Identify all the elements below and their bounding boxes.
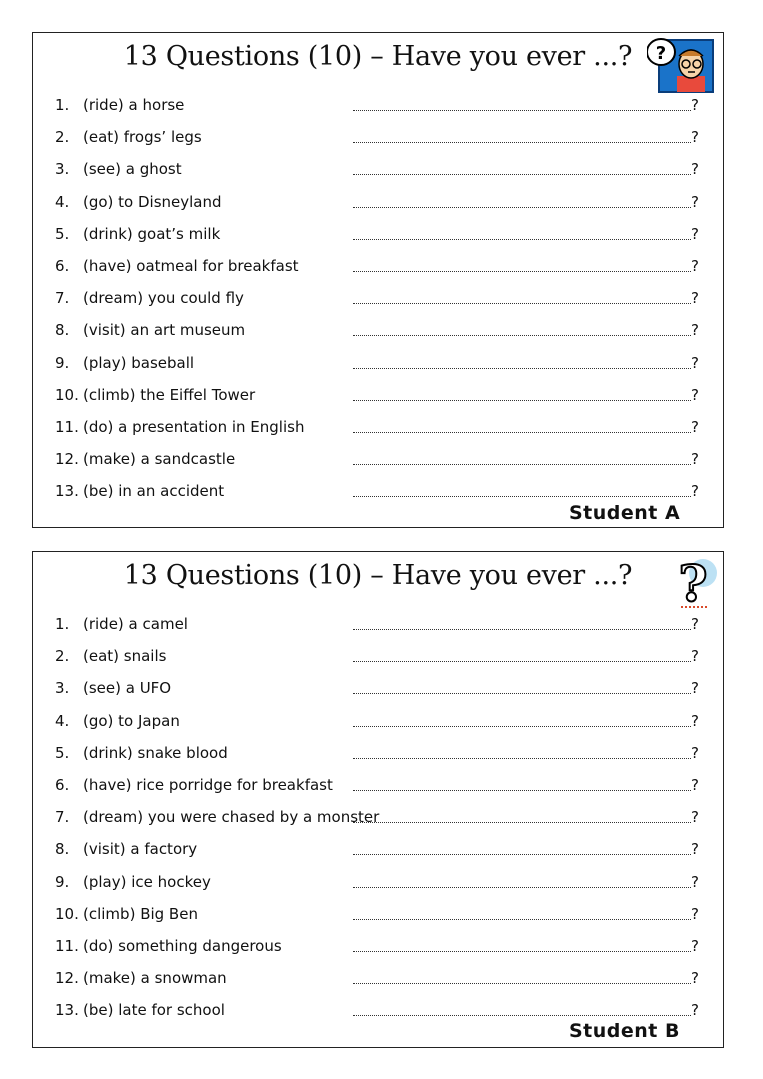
question-mark: ? — [691, 776, 699, 794]
question-number: 3. — [55, 160, 70, 179]
answer-line[interactable] — [353, 287, 699, 309]
question-row — [55, 416, 699, 438]
question-prompt: (climb) the Eiffel Tower — [83, 385, 256, 404]
question-prompt: (visit) a factory — [83, 840, 198, 859]
question-number: 7. — [55, 808, 70, 827]
question-number: 10. — [55, 904, 79, 923]
answer-line[interactable] — [353, 191, 699, 213]
question-number: 5. — [55, 224, 70, 243]
answer-line[interactable] — [353, 126, 699, 148]
question-row — [55, 742, 699, 764]
question-row — [55, 480, 699, 502]
question-row — [55, 645, 699, 667]
question-mark: ? — [691, 615, 699, 633]
question-number: 8. — [55, 321, 70, 340]
question-number: 11. — [55, 937, 79, 955]
question-row — [55, 838, 699, 860]
answer-line[interactable] — [353, 742, 699, 764]
question-prompt: (play) ice hockey — [83, 872, 211, 891]
worksheet-student-a — [32, 32, 724, 528]
question-prompt: (have) rice porridge for breakfast — [83, 776, 333, 794]
question-mark: ? — [691, 808, 699, 827]
question-row — [55, 613, 699, 635]
question-row — [55, 935, 699, 957]
question-row — [55, 806, 699, 828]
question-row — [55, 999, 699, 1021]
answer-line[interactable] — [353, 999, 699, 1021]
question-prompt: (ride) a camel — [83, 615, 188, 633]
question-mark: ? — [691, 872, 699, 891]
question-row — [55, 677, 699, 699]
question-mark: ? — [691, 937, 699, 955]
question-row — [55, 352, 699, 374]
question-number: 12. — [55, 969, 79, 988]
answer-line[interactable] — [353, 710, 699, 732]
question-row — [55, 774, 699, 796]
question-prompt: (drink) goat’s milk — [83, 224, 221, 243]
question-row — [55, 319, 699, 341]
question-number: 1. — [55, 615, 70, 633]
question-number: 5. — [55, 743, 70, 762]
question-prompt: (climb) Big Ben — [83, 904, 198, 923]
answer-line[interactable] — [353, 223, 699, 245]
answer-line[interactable] — [353, 416, 699, 438]
question-mark: ? — [691, 450, 699, 469]
question-mark: ? — [691, 289, 699, 308]
question-row — [55, 903, 699, 925]
question-number: 6. — [55, 776, 70, 794]
answer-line[interactable] — [353, 806, 699, 828]
svg-text:?: ? — [655, 43, 667, 64]
answer-line[interactable] — [353, 94, 699, 116]
question-row — [55, 191, 699, 213]
question-prompt: (make) a snowman — [83, 969, 227, 988]
question-prompt: (have) oatmeal for breakfast — [83, 257, 299, 275]
question-mark: ? — [691, 418, 699, 436]
question-mark: ? — [691, 385, 699, 404]
question-prompt: (dream) you could fly — [83, 289, 244, 308]
question-mark: ? — [691, 224, 699, 243]
answer-line[interactable] — [353, 448, 699, 470]
question-prompt: (eat) frogs’ legs — [83, 128, 202, 147]
answer-line[interactable] — [353, 774, 699, 796]
question-prompt: (drink) snake blood — [83, 743, 228, 762]
question-number: 6. — [55, 257, 70, 275]
worksheet-title: 13 Questions (10) – Have you ever ...? — [123, 560, 633, 591]
question-mark: ? — [691, 1001, 699, 1020]
question-mark: ? — [691, 160, 699, 179]
question-mark: ? — [691, 96, 699, 114]
question-mark: ? — [691, 969, 699, 988]
question-prompt: (be) late for school — [83, 1001, 225, 1020]
question-mark: ? — [691, 647, 699, 666]
answer-line[interactable] — [353, 352, 699, 374]
question-prompt: (go) to Disneyland — [83, 192, 222, 211]
question-mark: ? — [691, 353, 699, 372]
worksheet-title: 13 Questions (10) – Have you ever ...? — [123, 41, 633, 72]
question-row — [55, 384, 699, 406]
question-row — [55, 158, 699, 180]
question-row — [55, 223, 699, 245]
question-row — [55, 94, 699, 116]
question-prompt: (see) a ghost — [83, 160, 182, 179]
question-mark: ? — [691, 840, 699, 859]
question-prompt: (do) something dangerous — [83, 937, 282, 955]
question-number: 13. — [55, 482, 79, 501]
answer-line[interactable] — [353, 967, 699, 989]
question-number: 9. — [55, 872, 70, 891]
answer-line[interactable] — [353, 255, 699, 277]
question-number: 11. — [55, 418, 79, 436]
answer-line[interactable] — [353, 480, 699, 502]
student-label: Student B — [569, 1020, 680, 1042]
question-number: 10. — [55, 385, 79, 404]
student-label: Student A — [569, 502, 681, 524]
question-mark: ? — [691, 711, 699, 730]
question-prompt: (go) to Japan — [83, 711, 180, 730]
answer-line[interactable] — [353, 384, 699, 406]
question-row — [55, 967, 699, 989]
question-number: 12. — [55, 450, 79, 469]
question-number: 3. — [55, 679, 70, 698]
question-mark: ? — [691, 192, 699, 211]
question-number: 7. — [55, 289, 70, 308]
question-prompt: (ride) a horse — [83, 96, 185, 114]
worksheet-student-b — [32, 551, 724, 1048]
question-prompt: (dream) you were chased by a monster — [83, 808, 380, 827]
question-prompt: (make) a sandcastle — [83, 450, 236, 469]
question-mark: ? — [691, 321, 699, 340]
question-row — [55, 255, 699, 277]
answer-line[interactable] — [353, 903, 699, 925]
answer-line[interactable] — [353, 838, 699, 860]
question-row — [55, 287, 699, 309]
question-prompt: (visit) an art museum — [83, 321, 246, 340]
question-prompt: (play) baseball — [83, 353, 195, 372]
question-prompt: (see) a UFO — [83, 679, 172, 698]
question-mark: ? — [691, 482, 699, 501]
answer-line[interactable] — [353, 319, 699, 341]
answer-line[interactable] — [353, 158, 699, 180]
question-prompt: (eat) snails — [83, 647, 167, 666]
question-row — [55, 871, 699, 893]
question-number: 4. — [55, 711, 70, 730]
answer-line[interactable] — [353, 677, 699, 699]
question-mark-icon — [673, 555, 719, 611]
question-number: 13. — [55, 1001, 79, 1020]
thinking-man-icon — [647, 36, 715, 94]
question-number: 9. — [55, 353, 70, 372]
question-mark: ? — [691, 257, 699, 275]
question-number: 2. — [55, 647, 70, 666]
svg-text:?: ? — [678, 555, 708, 611]
question-row — [55, 126, 699, 148]
question-number: 4. — [55, 192, 70, 211]
question-mark: ? — [691, 128, 699, 147]
answer-line[interactable] — [353, 935, 699, 957]
answer-line[interactable] — [353, 871, 699, 893]
question-mark: ? — [691, 679, 699, 698]
question-prompt: (be) in an accident — [83, 482, 225, 501]
question-number: 2. — [55, 128, 70, 147]
question-row — [55, 448, 699, 470]
question-mark: ? — [691, 743, 699, 762]
question-number: 8. — [55, 840, 70, 859]
question-mark: ? — [691, 904, 699, 923]
question-row — [55, 710, 699, 732]
question-number: 1. — [55, 96, 70, 114]
answer-line[interactable] — [353, 613, 699, 635]
question-prompt: (do) a presentation in English — [83, 418, 305, 436]
answer-line[interactable] — [353, 645, 699, 667]
